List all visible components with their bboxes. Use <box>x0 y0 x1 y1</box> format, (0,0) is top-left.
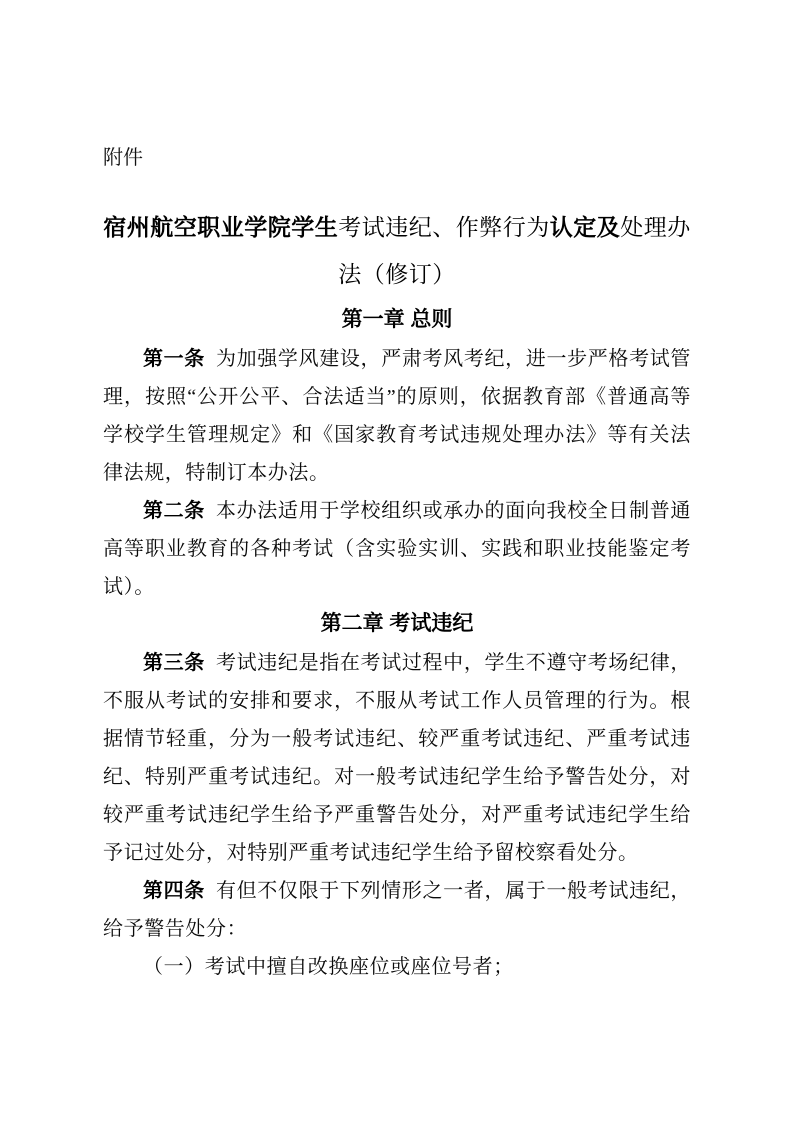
list-item-text: （一）考试中擅自改换座位或座位号者； <box>143 956 514 978</box>
article-label: 第一条 <box>143 348 205 370</box>
title-segment-regular: 处理办法（修订） <box>338 215 691 287</box>
article-label: 第四条 <box>143 880 205 902</box>
article-paragraph <box>103 644 691 872</box>
article-text: 有但不仅限于下列情形之一者，属于一般考试违纪，给予警告处分： <box>103 880 691 940</box>
chapter-heading-2: 第二章 考试违纪 <box>320 612 474 635</box>
list-item <box>103 948 691 986</box>
title-segment-regular: 考试违纪、作弊行为 <box>338 215 550 240</box>
article-label: 第二条 <box>143 500 205 522</box>
document-title <box>103 204 691 298</box>
chapter-heading-1: 第一章 总则 <box>341 308 453 331</box>
article-label: 第三条 <box>143 652 205 674</box>
article-text: 为加强学风建设，严肃考风考纪，进一步严格考试管理，按照“公开公平、合法适当”的原则，依据教育部《普通高等学校学生管理规定》和《国家教育考试违规处理办法》等有关法律法规，特制订本办法。 <box>103 348 691 484</box>
attachment-label: 附件 <box>103 147 143 169</box>
article-paragraph <box>103 492 691 606</box>
article-paragraph <box>103 872 691 948</box>
article-text: 考试违纪是指在考试过程中，学生不遵守考场纪律，不服从考试的安排和要求，不服从考试工作人员管理的行为。根据情节轻重，分为一般考试违纪、较严重考试违纪、严重考试违纪、特别严重考试违纪。对一般考试违纪学生给予警告处分，对较严重考试违纪学生给予严重警告处分，对严重考试违纪学生给予记过处分，对特别严重考试违纪学生给予留校察看处分。 <box>103 652 691 864</box>
title-segment-bold: 认定及 <box>549 214 621 240</box>
article-text: 本办法适用于学校组织或承办的面向我校全日制普通高等职业教育的各种考试（含实验实训、实践和职业技能鉴定考试）。 <box>103 500 691 598</box>
article-paragraph <box>103 340 691 492</box>
title-segment-bold: 宿州航空职业学院学生 <box>103 214 339 240</box>
